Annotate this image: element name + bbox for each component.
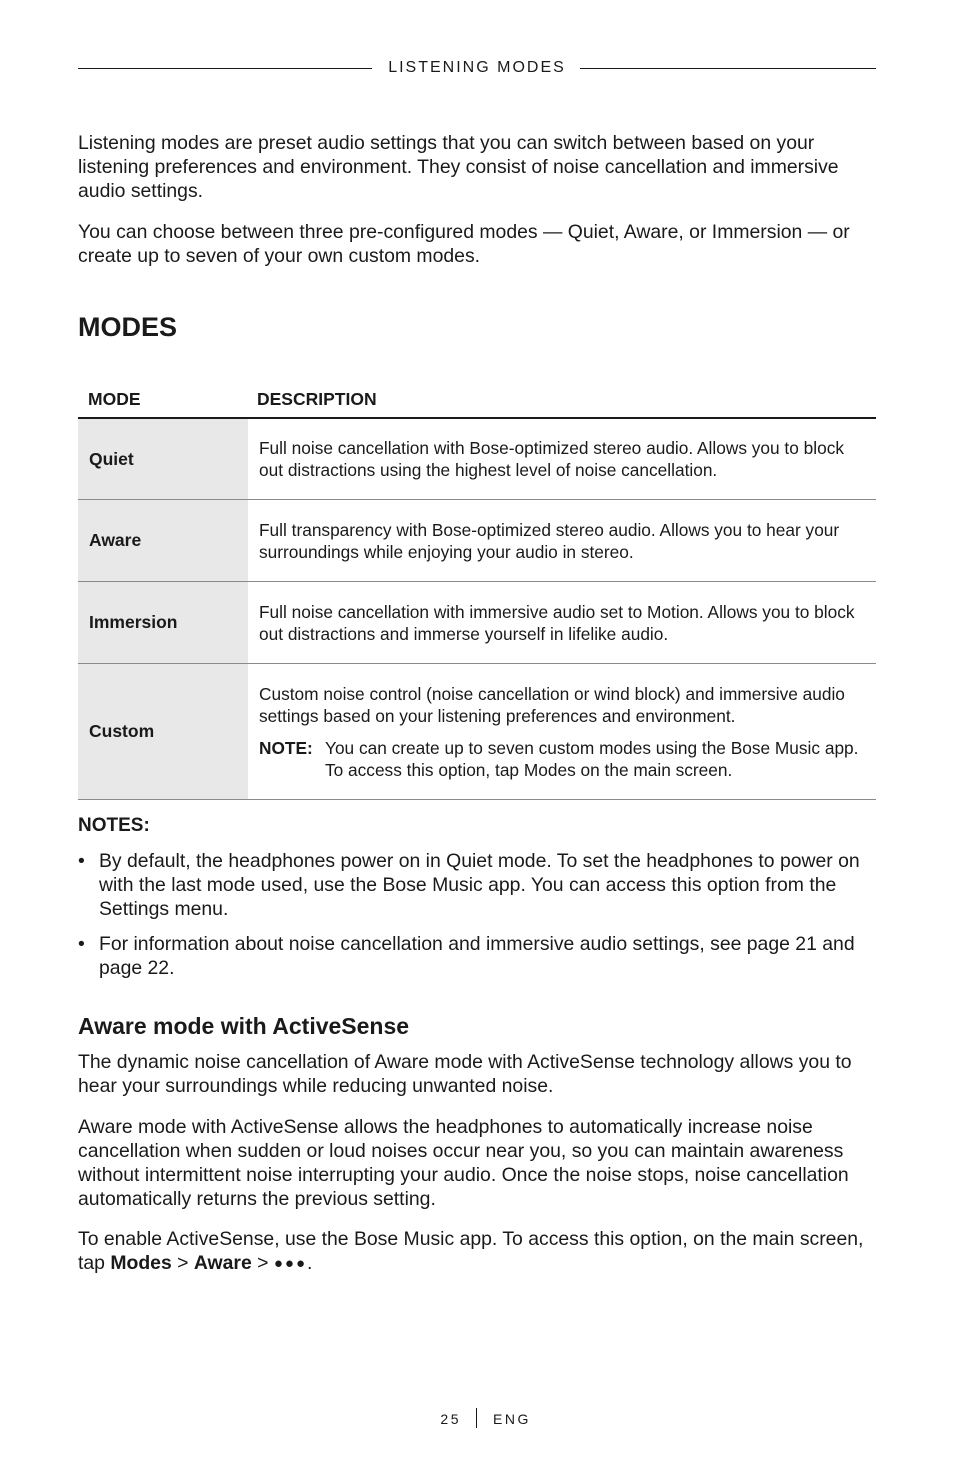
aware-path-label: Aware <box>193 1252 252 1274</box>
bullet-icon: • <box>78 850 85 872</box>
page-number: 25 <box>440 1411 461 1427</box>
description-text: Custom noise control (noise cancellation or wind block) and immersive audio settings based on your listening preferences and environment. <box>259 683 845 726</box>
notes-heading: NOTES: <box>78 815 150 836</box>
aware-paragraph-2: Aware mode with ActiveSense allows the headphones to automatically increase noise cancellation when sudden or loud noises occur near you, so you can maintain awareness without intermittent noise interrupting your audio. Once the noise stops, noise cancellation automatically returns the previous setting. <box>78 1116 849 1210</box>
page-header <box>78 58 876 78</box>
aware-paragraph-1: The dynamic noise cancellation of Aware mode with ActiveSense technology allows you to hear your surroundings while reducing unwanted noise. <box>78 1051 852 1097</box>
column-header-mode: MODE <box>88 389 141 409</box>
more-dots-icon: ●●● <box>273 1255 308 1272</box>
description-text: Full transparency with Bose-optimized stereo audio. Allows you to hear your surroundings while enjoying your audio in stereo. <box>259 519 840 562</box>
table-row-quiet <box>78 419 876 500</box>
aware-paragraph-3 <box>78 1227 876 1276</box>
footer-divider <box>476 1408 477 1428</box>
header-title: LISTENING MODES <box>388 59 566 76</box>
table-header <box>78 384 876 419</box>
description-cell <box>248 582 876 663</box>
bullet-icon: • <box>78 933 85 955</box>
note-item-text: By default, the headphones power on in Quiet mode. To set the headphones to power on with the last mode used, use the Bose Music app. You can access this option from the Settings menu. <box>99 850 860 920</box>
custom-note <box>259 737 864 781</box>
notes-list <box>78 849 876 991</box>
description-text: Full noise cancellation with Bose-optimized stereo audio. Allows you to block out distractions using the highest level of noise cancellation. <box>259 438 844 480</box>
page-footer <box>78 1408 876 1430</box>
column-header-description: DESCRIPTION <box>257 389 377 409</box>
mode-cell: Aware <box>78 500 248 581</box>
language-code: ENG <box>493 1411 531 1427</box>
list-item <box>78 849 876 921</box>
intro-paragraph-1: Listening modes are preset audio settings that you can switch between based on your listening preferences and environment. They consist of noise cancellation and immersive audio settings. <box>78 132 839 202</box>
table-row-immersion <box>78 582 876 664</box>
table-row-custom <box>78 664 876 800</box>
description-cell <box>248 500 876 581</box>
mode-cell: Custom <box>78 664 248 799</box>
modes-heading: MODES <box>78 312 178 342</box>
aware-activesense-heading: Aware mode with ActiveSense <box>78 1013 410 1039</box>
description-text: Full noise cancellation with immersive audio set to Motion. Allows you to block out distractions and immerse yourself in lifelike audio. <box>259 601 855 644</box>
enable-text: To enable ActiveSense, use the Bose Music app. To access this option, on the main screen, tap <box>78 1228 864 1274</box>
modes-path-label: Modes <box>110 1252 172 1274</box>
note-text: You can create up to seven custom modes using the Bose Music app. To access this option, tap Modes on the main screen. <box>325 737 859 780</box>
description-cell <box>248 419 876 499</box>
path-separator: > <box>171 1252 194 1274</box>
mode-cell: Quiet <box>78 419 248 499</box>
header-rule-right <box>580 68 876 69</box>
note-item-text: For information about noise cancellation and immersive audio settings, see page 21 and page 22. <box>99 933 855 979</box>
description-cell <box>248 664 876 799</box>
table-row-aware <box>78 500 876 582</box>
modes-table <box>78 384 876 800</box>
list-item <box>78 932 876 980</box>
mode-cell: Immersion <box>78 582 248 663</box>
path-separator: > <box>251 1252 274 1274</box>
note-label: NOTE: <box>259 737 313 758</box>
intro-paragraph-2: You can choose between three pre-configured modes — Quiet, Aware, or Immersion — or create up to seven of your own custom modes. <box>78 221 850 267</box>
period: . <box>307 1252 313 1274</box>
